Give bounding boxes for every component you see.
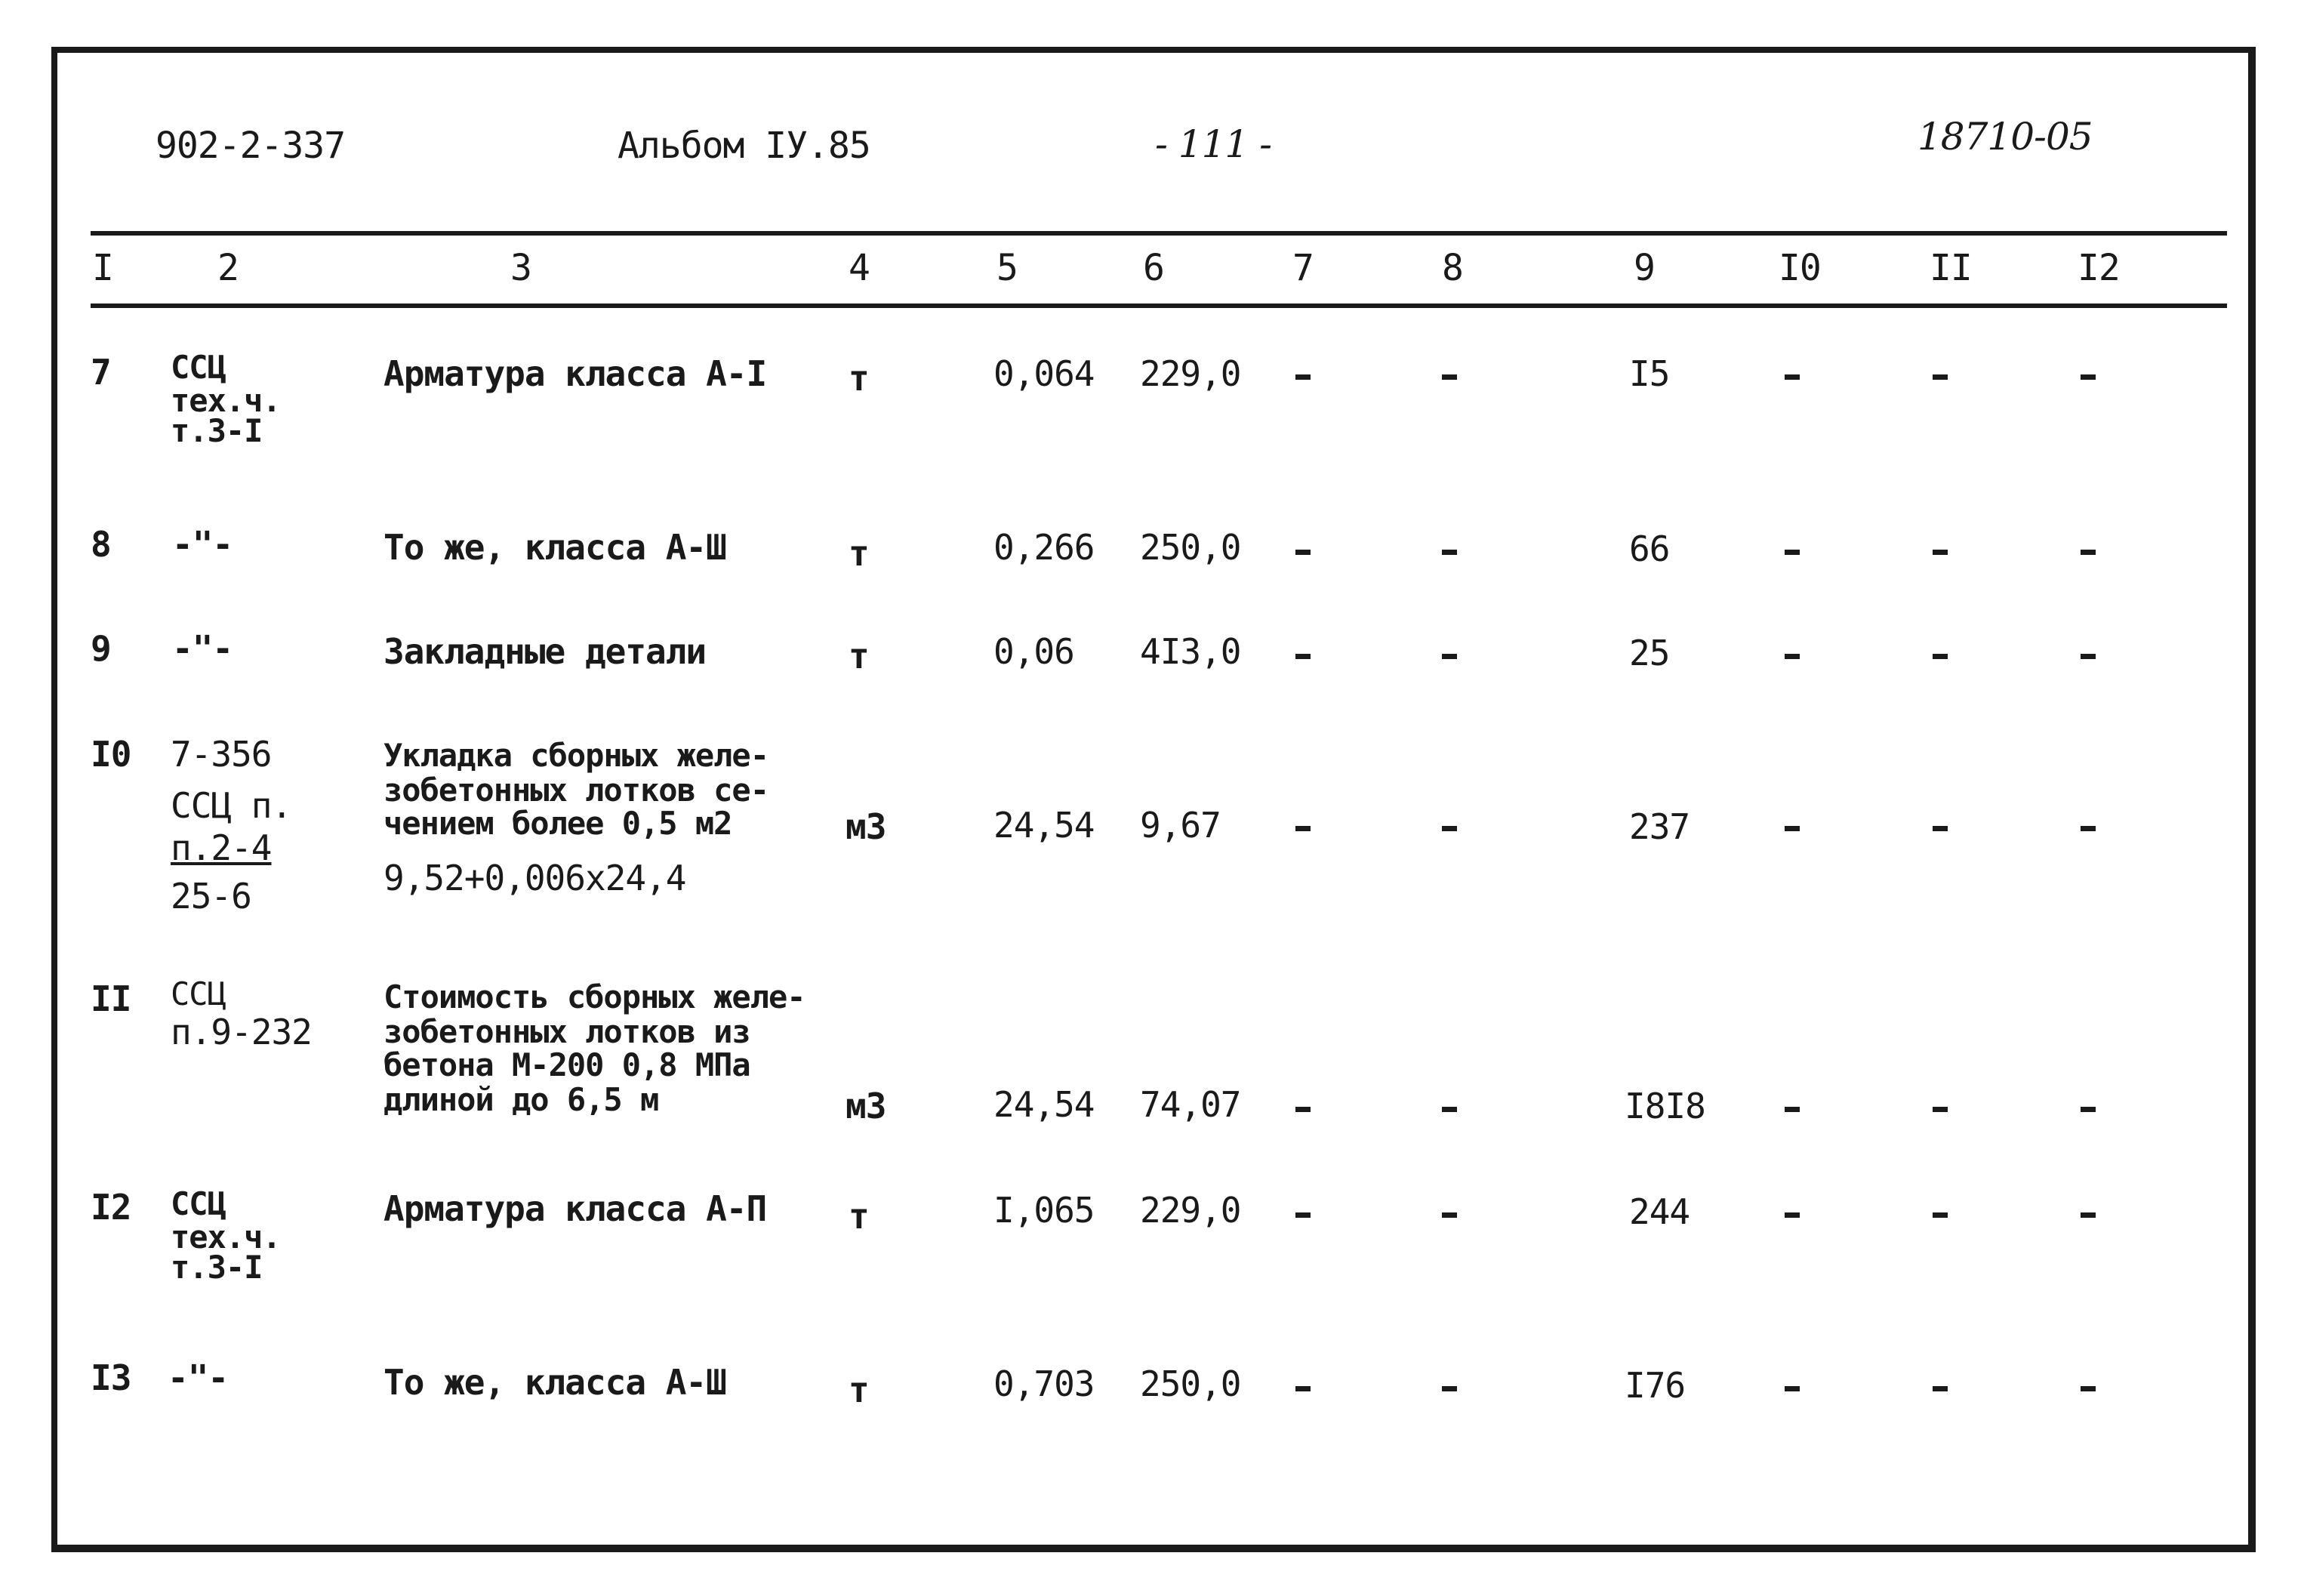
row-quantity: 24,54 xyxy=(993,1084,1095,1125)
row-col8-dash xyxy=(1442,1212,1457,1218)
row-total: 66 xyxy=(1629,528,1670,569)
row-code: ССЦ xyxy=(171,349,226,386)
row-col12-dash xyxy=(2081,550,2096,555)
row-code: ССЦ xyxy=(171,975,226,1012)
row-code: т.3-I xyxy=(171,1249,263,1286)
row-number: 8 xyxy=(91,524,111,565)
row-code: тех.ч. xyxy=(171,1219,281,1256)
row-price: 4I3,0 xyxy=(1140,631,1241,672)
col-header-2: 2 xyxy=(217,247,239,289)
row-total: 237 xyxy=(1629,806,1690,847)
row-name: Арматура класса А-П xyxy=(384,1188,767,1229)
row-code: ССЦ п. xyxy=(171,785,292,826)
row-total: I76 xyxy=(1625,1365,1686,1406)
row-col8-dash xyxy=(1442,826,1457,831)
row-unit: т xyxy=(849,1196,869,1237)
row-name: длиной до 6,5 м xyxy=(384,1081,659,1118)
row-col8-dash xyxy=(1442,654,1457,659)
row-price: 9,67 xyxy=(1140,805,1221,846)
row-col10-dash xyxy=(1785,1212,1800,1218)
row-code: 7-356 xyxy=(171,734,272,775)
row-quantity: I,065 xyxy=(993,1190,1095,1231)
row-quantity: 0,06 xyxy=(993,631,1074,672)
row-name: 9,52+0,006х24,4 xyxy=(384,858,686,898)
row-col10-dash xyxy=(1785,654,1800,659)
table-header-rule xyxy=(91,303,2227,308)
row-col8-dash xyxy=(1442,1107,1457,1112)
row-code: 25-6 xyxy=(171,876,251,917)
row-code: ССЦ xyxy=(171,1185,226,1222)
row-name: То же, класса А-Ш xyxy=(384,1362,726,1403)
col-header-10: I0 xyxy=(1779,247,1821,289)
table-top-rule xyxy=(91,231,2227,236)
row-price: 229,0 xyxy=(1140,353,1241,394)
row-col11-dash xyxy=(1933,1212,1948,1218)
col-header-4: 4 xyxy=(849,247,870,289)
row-col12-dash xyxy=(2081,1212,2096,1218)
row-unit: м3 xyxy=(846,1086,886,1126)
row-col12-dash xyxy=(2081,826,2096,831)
row-col12-dash xyxy=(2081,374,2096,380)
row-name: Закладные детали xyxy=(384,631,707,672)
row-col11-dash xyxy=(1933,374,1948,380)
row-name: Укладка сборных желе- xyxy=(384,737,769,774)
row-col7-dash xyxy=(1295,826,1311,831)
row-name: зобетонных лотков из xyxy=(384,1013,750,1050)
row-col11-dash xyxy=(1933,1107,1948,1112)
col-header-6: 6 xyxy=(1143,247,1164,289)
row-total: 25 xyxy=(1629,633,1670,673)
archive-stamp: 18710-05 xyxy=(1918,115,2093,159)
row-col7-dash xyxy=(1295,1107,1311,1112)
row-col12-dash xyxy=(2081,1386,2096,1391)
row-unit: т xyxy=(849,1370,869,1410)
col-header-7: 7 xyxy=(1292,247,1314,289)
album-title: Альбом IУ.85 xyxy=(618,125,870,167)
row-price: 74,07 xyxy=(1140,1084,1241,1125)
row-code: -"- xyxy=(168,1357,229,1398)
row-col12-dash xyxy=(2081,1107,2096,1112)
row-col8-dash xyxy=(1442,374,1457,380)
row-total: I8I8 xyxy=(1625,1086,1705,1126)
row-unit: м3 xyxy=(846,806,886,847)
row-total: I5 xyxy=(1629,353,1670,394)
col-header-1: I xyxy=(92,247,113,289)
row-number: I0 xyxy=(91,734,131,775)
row-name: чением более 0,5 м2 xyxy=(384,805,732,842)
row-col10-dash xyxy=(1785,1107,1800,1112)
col-header-12: I2 xyxy=(2078,247,2120,289)
row-unit: т xyxy=(849,358,869,399)
row-col12-dash xyxy=(2081,654,2096,659)
row-col8-dash xyxy=(1442,1386,1457,1391)
row-col10-dash xyxy=(1785,1386,1800,1391)
col-header-5: 5 xyxy=(996,247,1018,289)
row-name: бетона М-200 0,8 МПа xyxy=(384,1046,750,1083)
row-number: 7 xyxy=(91,352,111,393)
row-price: 250,0 xyxy=(1140,527,1241,568)
row-code: -"- xyxy=(172,524,233,565)
row-col11-dash xyxy=(1933,826,1948,831)
row-name: Стоимость сборных желе- xyxy=(384,978,806,1015)
row-col11-dash xyxy=(1933,654,1948,659)
row-price: 229,0 xyxy=(1140,1190,1241,1231)
row-name: зобетонных лотков се- xyxy=(384,772,769,809)
row-name: То же, класса А-Ш xyxy=(384,527,726,568)
page-number: - 111 - xyxy=(1155,122,1272,166)
col-header-9: 9 xyxy=(1634,247,1655,289)
row-code: т.3-I xyxy=(171,412,263,449)
col-header-3: 3 xyxy=(510,247,531,289)
row-col7-dash xyxy=(1295,1212,1311,1218)
row-col7-dash xyxy=(1295,654,1311,659)
row-price: 250,0 xyxy=(1140,1363,1241,1404)
row-code: п.2-4 xyxy=(171,827,272,868)
col-header-8: 8 xyxy=(1442,247,1463,289)
row-quantity: 0,266 xyxy=(993,527,1095,568)
row-col7-dash xyxy=(1295,374,1311,380)
row-number: I3 xyxy=(91,1357,131,1398)
row-number: I2 xyxy=(91,1187,131,1228)
row-col10-dash xyxy=(1785,374,1800,380)
row-col7-dash xyxy=(1295,1386,1311,1391)
row-quantity: 24,54 xyxy=(993,805,1095,846)
row-col8-dash xyxy=(1442,550,1457,555)
row-number: 9 xyxy=(91,628,111,669)
row-col7-dash xyxy=(1295,550,1311,555)
row-unit: т xyxy=(849,636,869,676)
doc-code: 902-2-337 xyxy=(156,125,346,167)
row-col11-dash xyxy=(1933,550,1948,555)
row-quantity: 0,064 xyxy=(993,353,1095,394)
row-number: II xyxy=(91,978,131,1019)
row-unit: т xyxy=(849,533,869,574)
row-col10-dash xyxy=(1785,826,1800,831)
row-col10-dash xyxy=(1785,550,1800,555)
row-code: тех.ч. xyxy=(171,382,281,419)
row-total: 244 xyxy=(1629,1191,1690,1232)
row-col11-dash xyxy=(1933,1386,1948,1391)
col-header-11: II xyxy=(1930,247,1972,289)
row-code: -"- xyxy=(172,628,233,669)
row-name: Арматура класса А-I xyxy=(384,353,767,394)
row-quantity: 0,703 xyxy=(993,1363,1095,1404)
row-code: п.9-232 xyxy=(171,1012,312,1052)
